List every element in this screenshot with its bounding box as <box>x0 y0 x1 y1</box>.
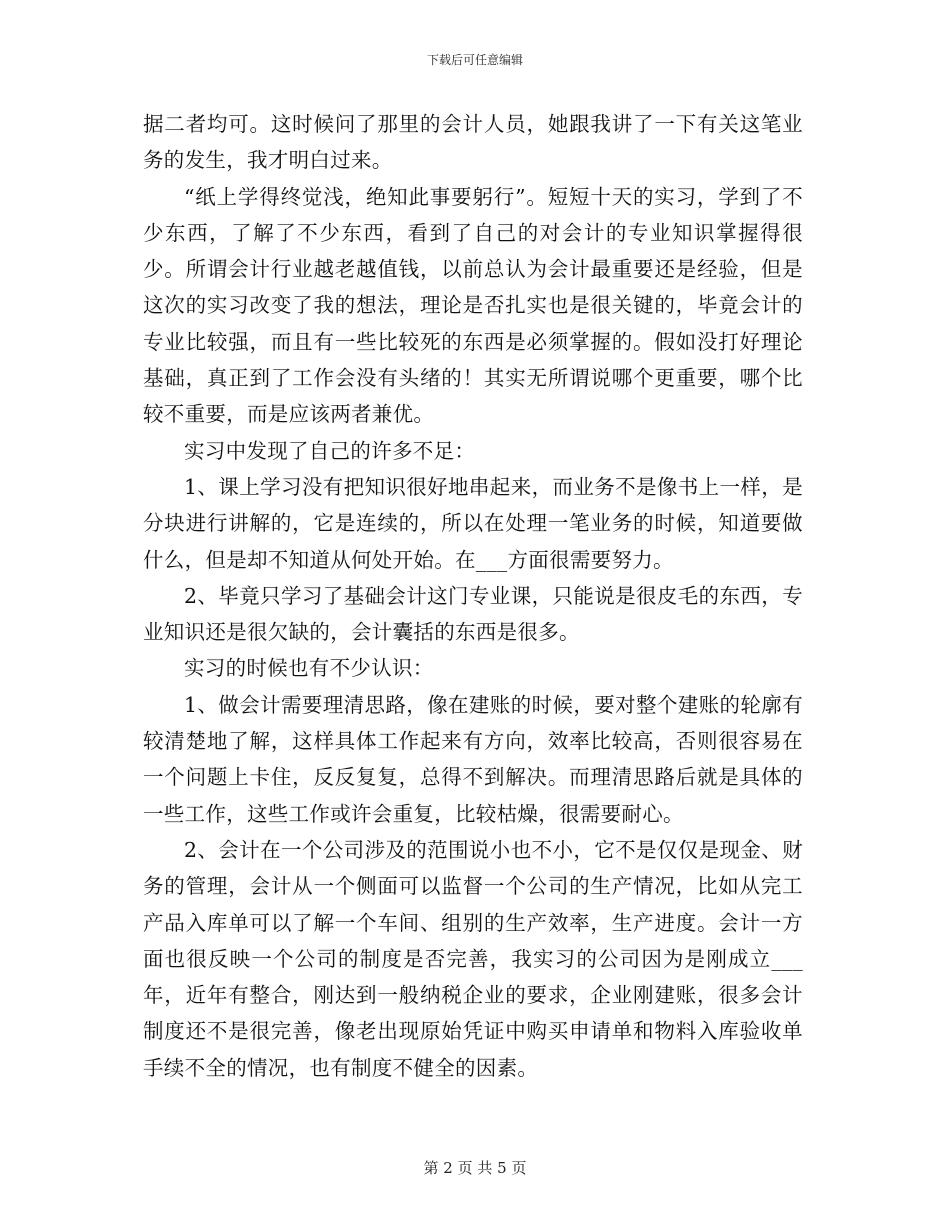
paragraph-continuation: 据二者均可。这时候问了那里的会计人员，她跟我讲了一下有关这笔业务的发生，我才明白过来。 <box>143 112 803 173</box>
paragraph-insights-heading: 实习的时候也有不少认识： <box>184 656 434 681</box>
paragraph-quote-reflection: “纸上学得终觉浅，绝知此事要躬行”。短短十天的实习，学到了不少东西，了解了不少东西，看到了自己的对会计的专业知识掌握得很少。所谓会计行业越老越值钱，以前总认为会计最重要还是经验，但是这次的实习改变了我的想法，理论是否扎实也是很关键的，毕竟会计的专业比较强，而且有一些比较死的东西是必须掌握的。假如没打好理论基础，真正到了工作会没有头绪的！其实无所谓说哪个更重要，哪个比较不重要，而是应该两者兼优。 <box>143 184 803 427</box>
paragraph-insight-1: 1、做会计需要理清思路，像在建账的时候，要对整个建账的轮廓有较清楚地了解，这样具体工作起来有方向，效率比较高，否则很容易在一个问题上卡住，反反复复，总得不到解决。而理清思路后就是具体的一些工作，这些工作或许会重复，比较枯燥，很需要耐心。 <box>143 692 803 826</box>
paragraph-insight-2: 2、会计在一个公司涉及的范围说小也不小，它不是仅仅是现金、财务的管理，会计从一个侧面可以监督一个公司的生产情况，比如从完工产品入库单可以了解一个车间、组别的生产效率，生产进度。会计一方面也很反映一个公司的制度是否完善，我实习的公司因为是刚成立___年，近年有整合，刚达到一般纳税企业的要求，企业刚建账，很多会计制度还不是很完善，像老出现原始凭证中购买申请单和物料入库验收单手续不全的情况，也有制度不健全的因素。 <box>143 837 803 1080</box>
paragraph-shortcomings-heading: 实习中发现了自己的许多不足： <box>184 438 476 463</box>
page-header: 下载后可任意编辑 <box>426 53 523 67</box>
page-footer: 第 2 页 共 5 页 <box>423 1159 527 1177</box>
paragraph-shortcoming-1: 1、课上学习没有把知识很好地串起来，而业务不是像书上一样，是分块进行讲解的，它是连续的，所以在处理一笔业务的时候，知道要做什么，但是却不知道从何处开始。在___方面很需要努力。 <box>143 474 803 572</box>
paragraph-shortcoming-2: 2、毕竟只学习了基础会计这门专业课，只能说是很皮毛的东西，专业知识还是很欠缺的，会计囊括的东西是很多。 <box>143 583 803 645</box>
document-body <box>143 106 803 1086</box>
